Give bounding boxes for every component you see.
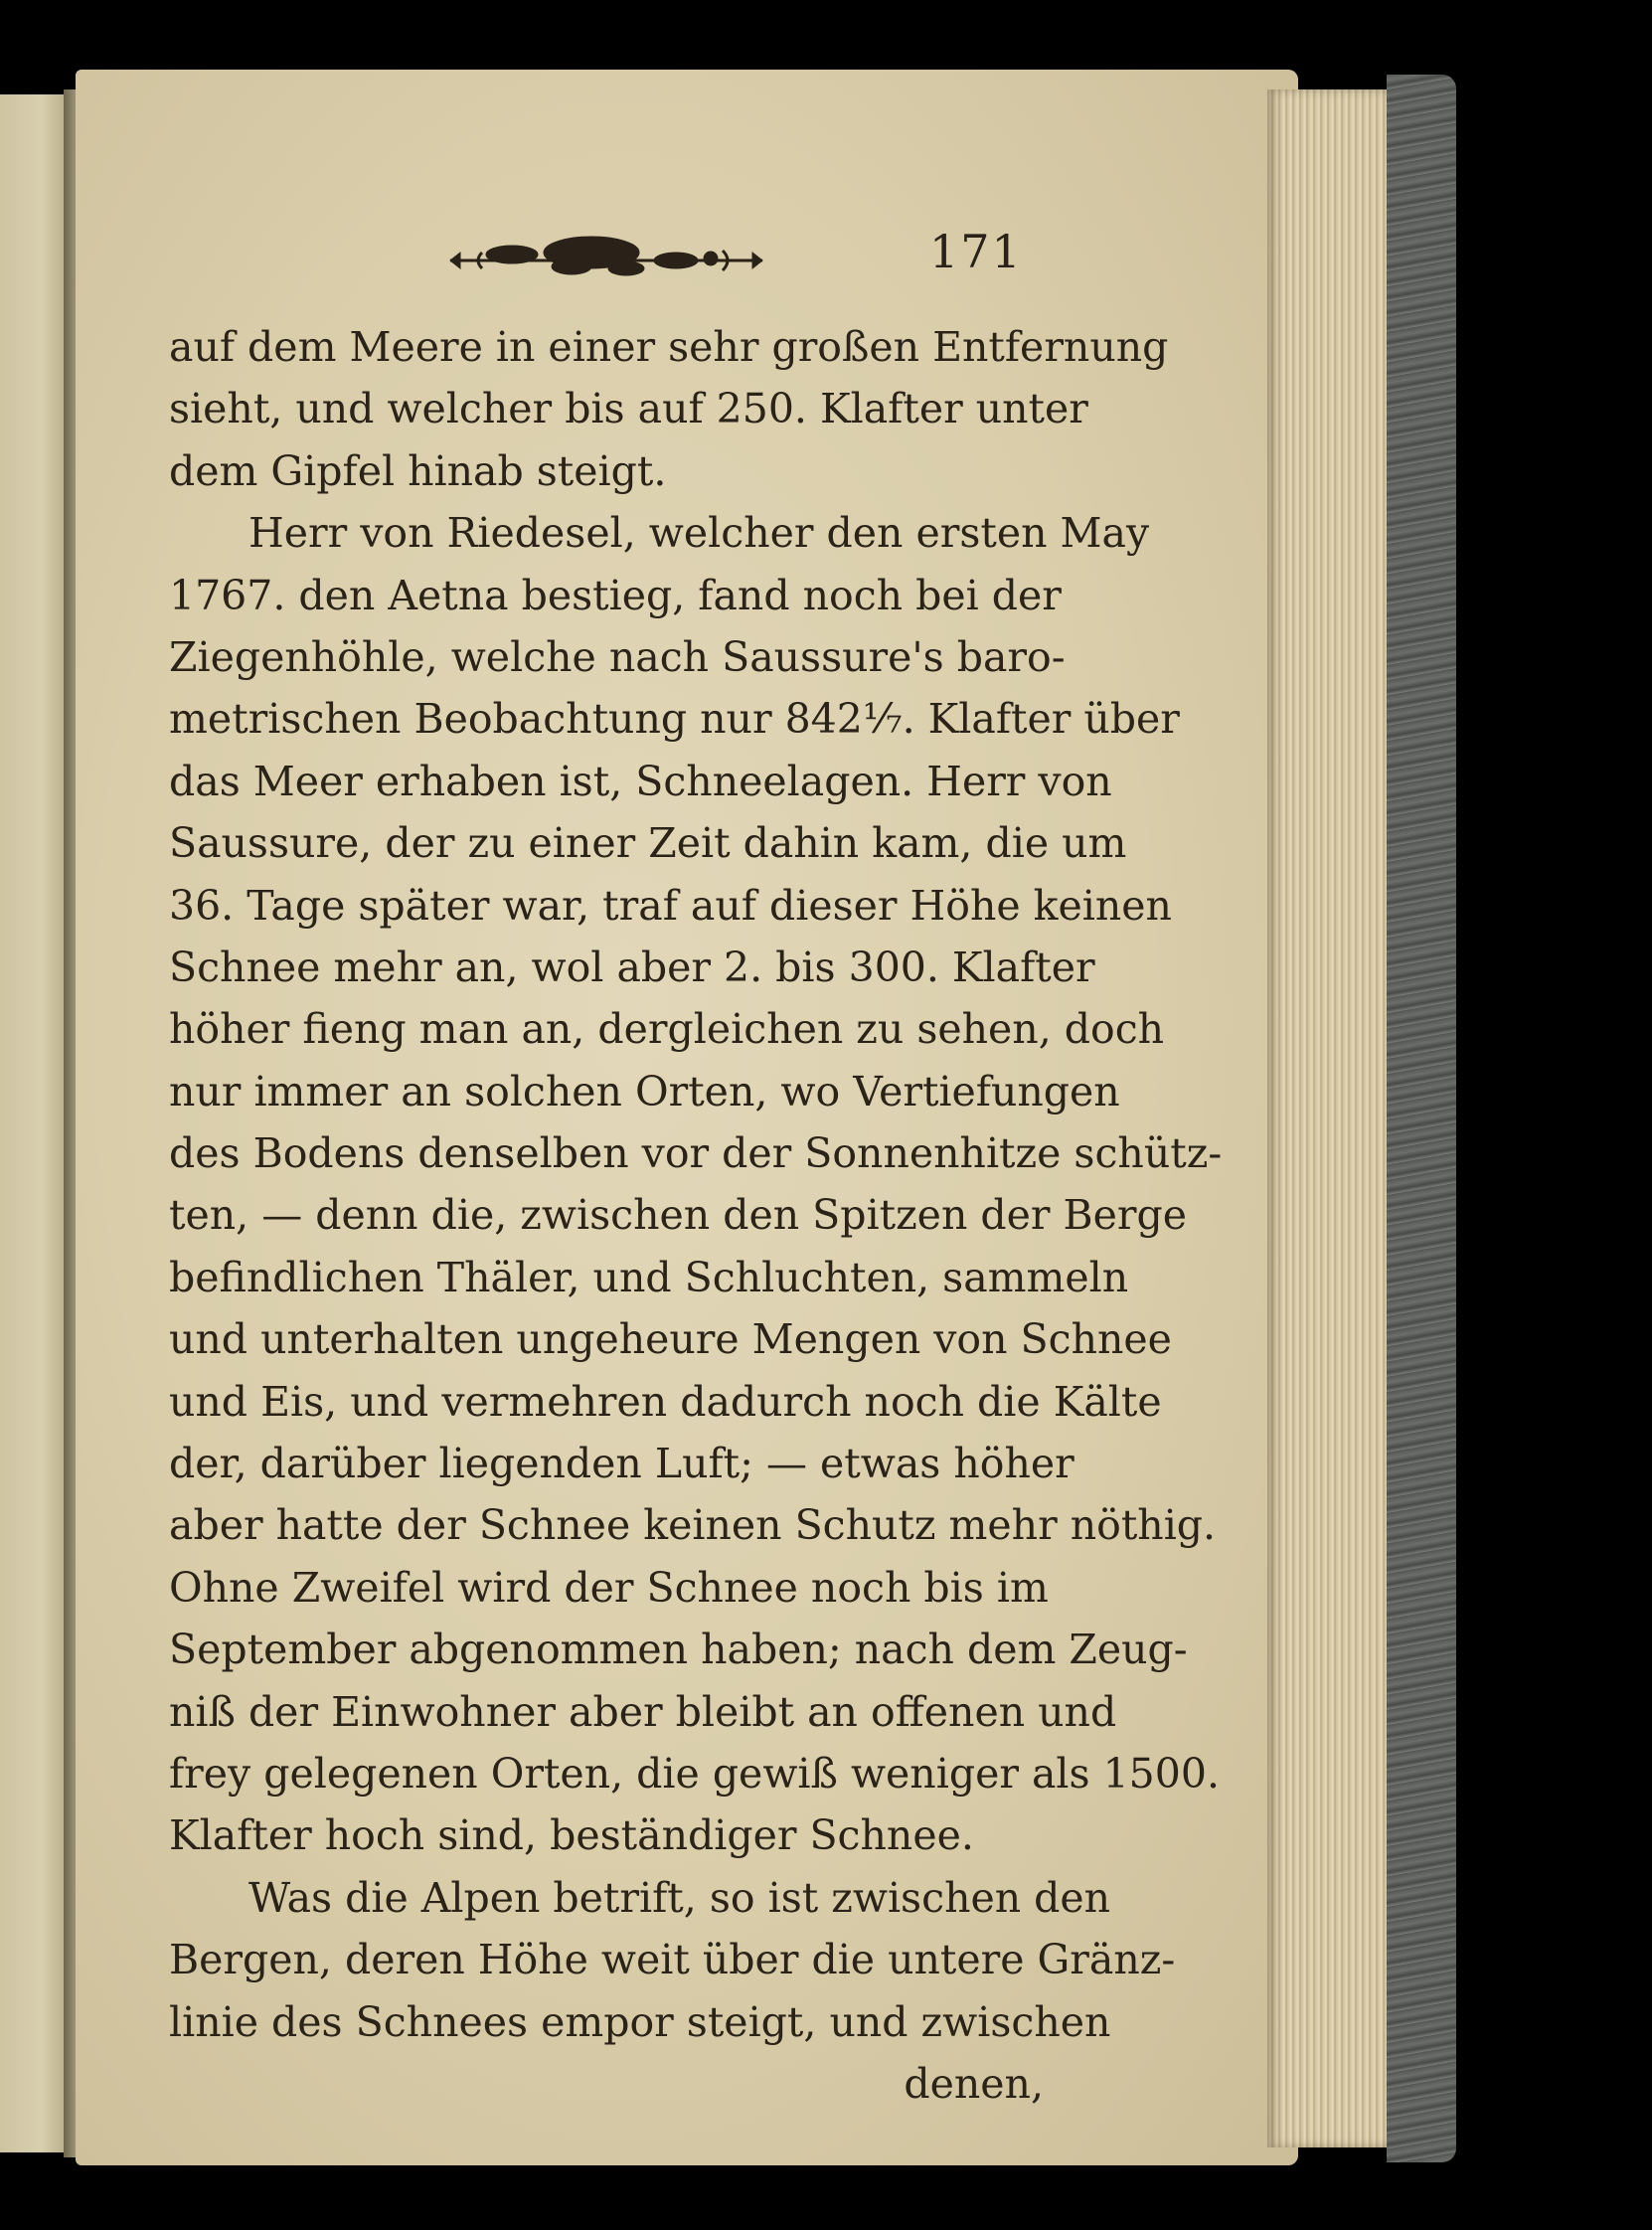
text-line: und Eis, und vermehren dadurch noch die Kälte — [169, 1377, 1162, 1426]
text-line: Was die Alpen betrift, so ist zwischen den — [248, 1873, 1111, 1922]
text-line: der, darüber liegenden Luft; — etwas höher — [169, 1440, 1074, 1488]
text-line: Klafter hoch sind, beständiger Schnee. — [169, 1811, 974, 1860]
text-line: metrischen Beobachtung nur 842⅐. Klafter über — [169, 695, 1180, 744]
page-number: 171 — [929, 225, 1023, 278]
page-block-edges — [1267, 89, 1397, 2147]
text-line: höher fieng man an, dergleichen zu sehen, doch — [169, 1005, 1165, 1054]
text-line: Herr von Riedesel, welcher den ersten May — [248, 509, 1150, 558]
text-line: Schnee mehr an, wol aber 2. bis 300. Klafter — [169, 943, 1095, 991]
text-line: ten, — denn die, zwischen den Spitzen der Berge — [169, 1191, 1188, 1240]
text-line: Ohne Zweifel wird der Schnee noch bis im — [169, 1563, 1049, 1612]
body-text — [169, 316, 1223, 2115]
book-cover — [1387, 75, 1456, 2162]
text-line: 36. Tage später war, traf auf dieser Höhe keinen — [169, 881, 1172, 930]
text-line: September abgenommen haben; nach dem Zeug- — [169, 1626, 1188, 1674]
catchword: denen, — [904, 2059, 1044, 2108]
page-header — [154, 219, 1049, 288]
text-line: das Meer erhaben ist, Schneelagen. Herr von — [169, 757, 1112, 805]
text-line: auf dem Meere in einer sehr großen Entfernung — [169, 323, 1169, 371]
text-line: Bergen, deren Höhe weit über die untere Gränz- — [169, 1936, 1176, 1984]
text-line: und unterhalten ungeheure Mengen von Schnee — [169, 1315, 1172, 1364]
text-line: 1767. den Aetna bestieg, fand noch bei der — [169, 571, 1062, 619]
text-line: niß der Einwohner aber bleibt an offenen und — [169, 1687, 1117, 1736]
text-line: aber hatte der Schnee keinen Schutz mehr nöthig. — [169, 1501, 1217, 1550]
text-line: sieht, und welcher bis auf 250. Klafter unter — [169, 385, 1088, 433]
text-line: Saussure, der zu einer Zeit dahin kam, die um — [169, 819, 1127, 868]
text-line: befindlichen Thäler, und Schluchten, sammeln — [169, 1253, 1129, 1301]
text-line: des Bodens denselben vor der Sonnenhitze schütz- — [169, 1129, 1223, 1178]
ornament-icon — [442, 231, 770, 282]
left-page-edge — [0, 94, 70, 2152]
text-line: linie des Schnees empor steigt, und zwischen — [169, 1997, 1111, 2046]
text-line: nur immer an solchen Orten, wo Vertiefungen — [169, 1067, 1120, 1115]
text-line: Ziegenhöhle, welche nach Saussure's baro- — [169, 632, 1066, 681]
text-line: dem Gipfel hinab steigt. — [169, 446, 667, 495]
text-line: frey gelegenen Orten, die gewiß weniger als 1500. — [169, 1749, 1220, 1798]
